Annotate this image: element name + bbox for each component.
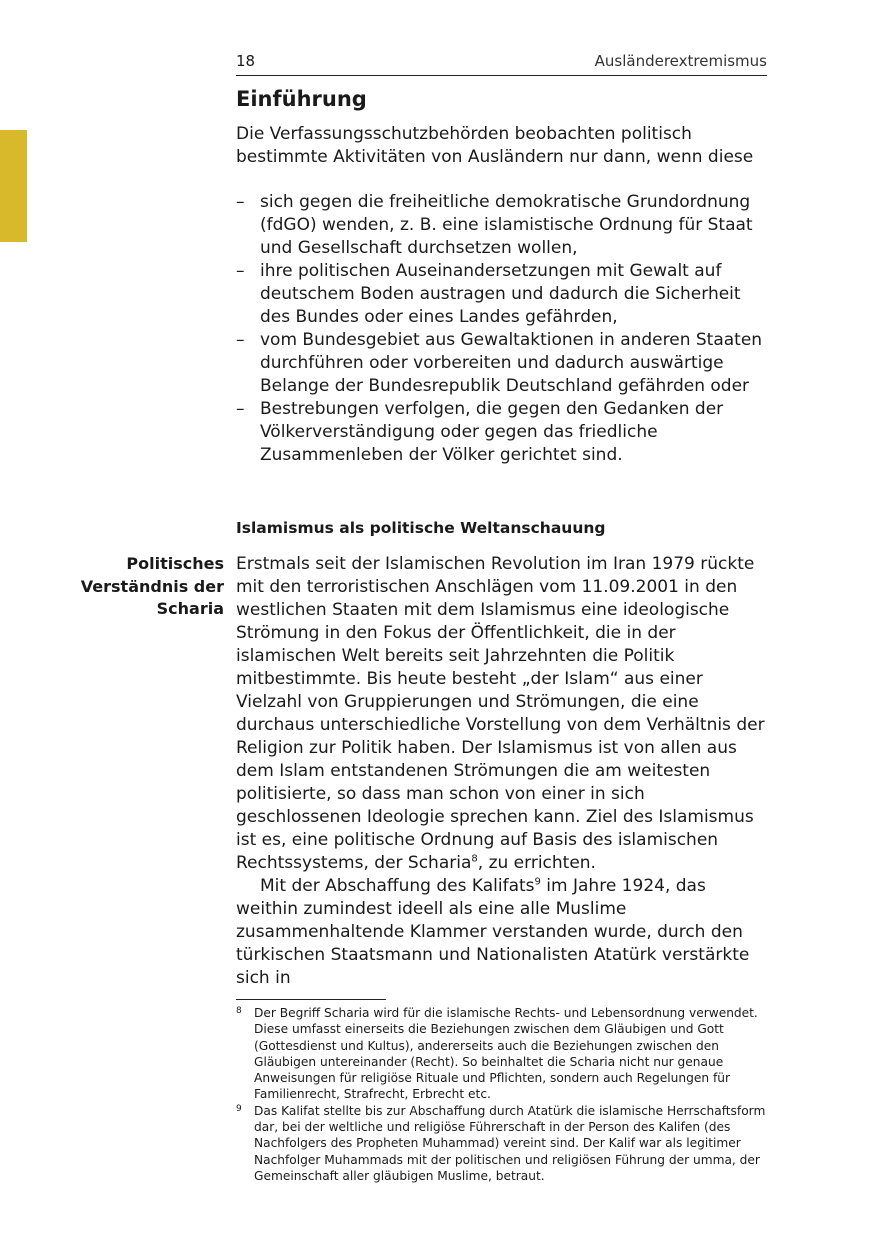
margin-note-line: Politisches: [126, 554, 224, 573]
running-title: Ausländerextremismus: [594, 52, 767, 70]
list-item: [236, 260, 767, 329]
footnotes: [236, 1005, 767, 1184]
list-item: [236, 398, 767, 467]
list-item-text: ihre politischen Auseinandersetzungen mit Gewalt auf deutschem Boden austragen und dadurch die Sicherheit des Bundes oder eines Landes gefährden,: [260, 261, 741, 327]
footnote-reference: 9: [534, 876, 541, 888]
chapter-tab-marker: [0, 130, 27, 242]
dash-marker: –: [236, 330, 245, 350]
paragraph-text: Mit der Abschaffung des Kalifats: [260, 876, 535, 896]
footnote-number: 9: [236, 1103, 242, 1114]
page-number: 18: [236, 52, 256, 70]
list-item: [236, 329, 767, 398]
list-item-text: vom Bundesgebiet aus Gewaltaktionen in anderen Staaten durchführen oder vorbereiten und dadurch auswärtige Belange der Bundesrepublik Deutschland gefährden oder: [260, 330, 763, 396]
footnote: [236, 1103, 767, 1184]
margin-note: [50, 553, 224, 621]
dash-marker: –: [236, 261, 245, 281]
intro-paragraph: Die Verfassungsschutzbehörden beobachten politisch bestimmte Aktivitäten von Ausländern nur dann, wenn diese: [236, 124, 754, 167]
list-item-text: sich gegen die freiheitliche demokratische Grundordnung (fdGO) wenden, z. B. eine islamistische Ordnung für Staat und Gesellschaft durchsetzen wollen,: [260, 192, 753, 258]
paragraph-text: , zu errichten.: [477, 853, 596, 873]
footnote-text: Das Kalifat stellte bis zur Abschaffung durch Atatürk die islamische Herrschaftsform dar, bei der weltliche und religiöse Führerschaft in der Person des Kalifen (des Nachfolgers des Propheten Muhammad) vereint sind. Der Kalif war als legitimer Nachfolger Muhammads mit der politischen und religiösen Führung der umma, der Gemeinschaft aller gläubigen Muslime, betraut.: [254, 1103, 766, 1183]
page-title: Einführung: [236, 87, 367, 111]
body-paragraph: [236, 553, 767, 875]
paragraph-text: Erstmals seit der Islamischen Revolution im Iran 1979 rückte mit den terroristischen Anschlägen vom 11.09.2001 in den westlichen Staaten mit dem Islamismus eine ideologische Strömung in den Fokus der Öffentlichkeit, die in der islamischen Welt bereits seit Jahrzehnten die Politik mitbestimmte. Bis heute besteht „der Islam“ aus einer Vielzahl von Gruppierungen und Strömungen, die eine durchaus unterschiedliche Vorstellung von dem Verhältnis der Religion zur Politik haben. Der Islamismus ist von allen aus dem Islam entstandenen Strömungen die am weitesten politisierte, so dass man schon von einer in sich geschlossenen Ideologie sprechen kann. Ziel des Islamismus ist es, eine politische Ordnung auf Basis des islamischen Rechtssystems, der Scharia: [236, 554, 765, 873]
paragraph-text: im Jahre 1924, das weithin zumindest ideell als eine alle Muslime zusammenhaltende Klammer verstanden wurde, durch den türkischen Staatsmann und Nationalisten Atatürk verstärkte sich in: [236, 876, 750, 988]
list-item-text: Bestrebungen verfolgen, die gegen den Gedanken der Völkerverständigung oder gegen das friedliche Zusammenleben der Völker gerichtet sind.: [260, 399, 724, 465]
footnote-number: 8: [236, 1006, 242, 1016]
criteria-list: [236, 191, 767, 467]
margin-note-line: Scharia: [156, 599, 224, 618]
dash-marker: –: [236, 399, 245, 419]
body-paragraph: [236, 875, 767, 990]
footnote-text: Der Begriff Scharia wird für die islamische Rechts- und Lebensordnung verwendet. Diese umfasst einerseits die Beziehungen zwischen dem Gläubigen und Gott (Gottesdienst und Kultus), andererseits auch die Beziehungen zwischen den Gläubigen untereinander (Recht). So beinhaltet die Scharia nicht nur genaue Anweisungen für religiöse Rituale und Pflichten, sondern auch Regelungen für Familienrecht, Strafrecht, Erbrecht etc.: [254, 1006, 758, 1102]
margin-note-line: Verständnis der: [80, 576, 224, 596]
page-header: [236, 52, 767, 76]
footnote-divider: [236, 999, 386, 1000]
list-item: [236, 191, 767, 260]
section-heading: Islamismus als politische Weltanschauung: [236, 519, 606, 537]
footnote-reference: 8: [471, 853, 478, 865]
main-text: [236, 553, 767, 990]
dash-marker: –: [236, 192, 245, 212]
footnote: [236, 1005, 767, 1103]
